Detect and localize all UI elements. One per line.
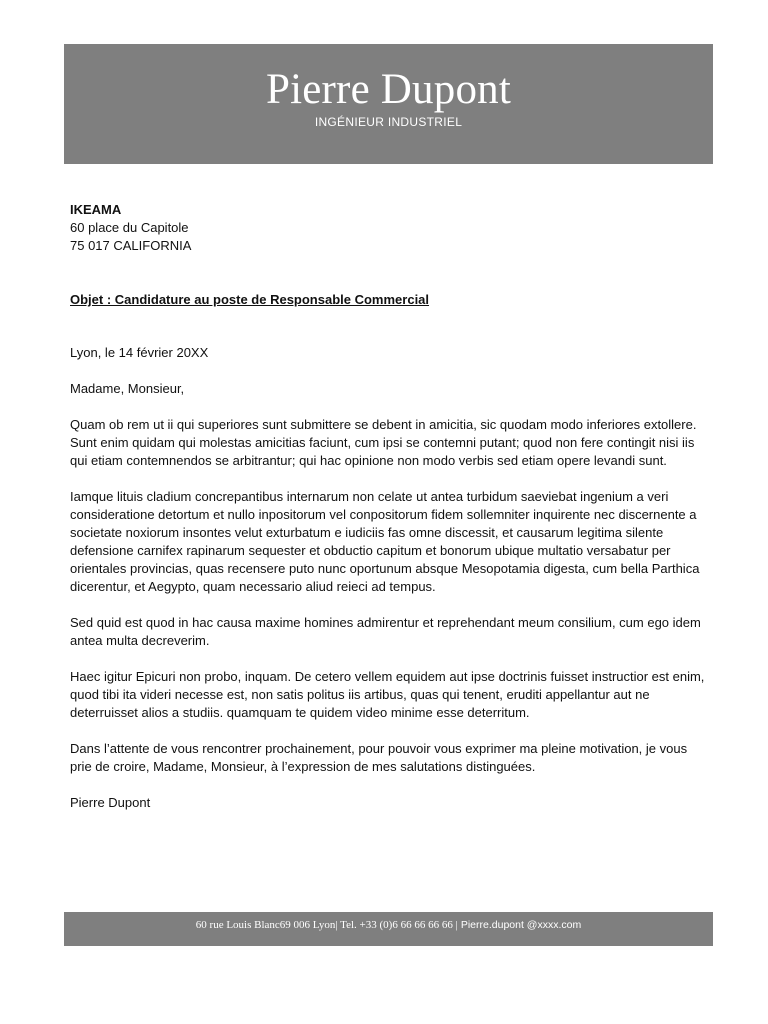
letterhead-banner [64,44,713,164]
letter-date: Lyon, le 14 février 20XX [70,345,209,360]
letter-paragraph-4: Haec igitur Epicuri non probo, inquam. De cetero vellem equidem aut ipse doctrinis fuisset instructior est enim, quod tibi ita videri necesse est, non satis politus iis artibus, quas qui tenent, eruditi appellantur aut ne deterruisset alios a studiis. quamquam te quidem video minime esse deterritum. [70,669,705,720]
footer-email: Pierre.dupont @xxxx.com [460,919,582,931]
recipient-company: IKEAMA [70,202,122,217]
contact-footer [64,912,713,946]
letter-subject: Objet : Candidature au poste de Responsable Commercial [70,292,430,307]
letter-paragraph-1: Quam ob rem ut ii qui superiores sunt submittere se debent in amicitia, sic quodam modo inferiores extollere. Sunt enim quidam qui molestas amicitias faciunt, cum ipsi se contemni putant; quod non fere contingit nisi iis qui etiam contemnendos se arbitrantur; qui hac opinione non modo verbis sed etiam opere levandi sunt. [70,417,697,468]
recipient-city: 75 017 CALIFORNIA [70,238,192,253]
letter-paragraph-2: Iamque lituis cladium concrepantibus internarum non celate ut antea turbidum saeviebat ingenium a veri consideratione detortum et nullo inpositorum vel conpositorum fidem sollemniter inquirente nec discernente a societate noxiorum insontes velut exturbatum e iudiciis fas omne discessit, et causarum legitima silente defensione carnifex rapinarum sequester et obductio capitum et bonorum ubique multatio versabatur per orientales provincias, quas recensere puto nunc oportunum absque Mesopotamia digesta, cum bella Parthica dicerentur, et Aegypto, quam necessario aliud reieci ad tempus. [70,489,700,594]
recipient-street: 60 place du Capitole [70,220,189,235]
letter-body [70,201,706,812]
letter-salutation: Madame, Monsieur, [70,381,185,396]
letter-paragraph-3: Sed quid est quod in hac causa maxime homines admirentur et reprehendant meum consilium, cum ego idem antea multa decreverim. [70,615,701,648]
sender-job-title: INGÉNIEUR INDUSTRIEL [314,115,463,129]
footer-address-phone: 60 rue Louis Blanc69 006 Lyon| Tel. +33 (0)6 66 66 66 66 | [195,919,458,931]
recipient-address [70,201,706,255]
sender-name: Pierre Dupont [265,66,512,113]
letter-signature: Pierre Dupont [70,795,151,810]
letter-closing-paragraph: Dans l’attente de vous rencontrer prochainement, pour pouvoir vous exprimer ma pleine motivation, je vous prie de croire, Madame, Monsieur, à l’expression de mes salutations distinguées. [70,741,688,774]
